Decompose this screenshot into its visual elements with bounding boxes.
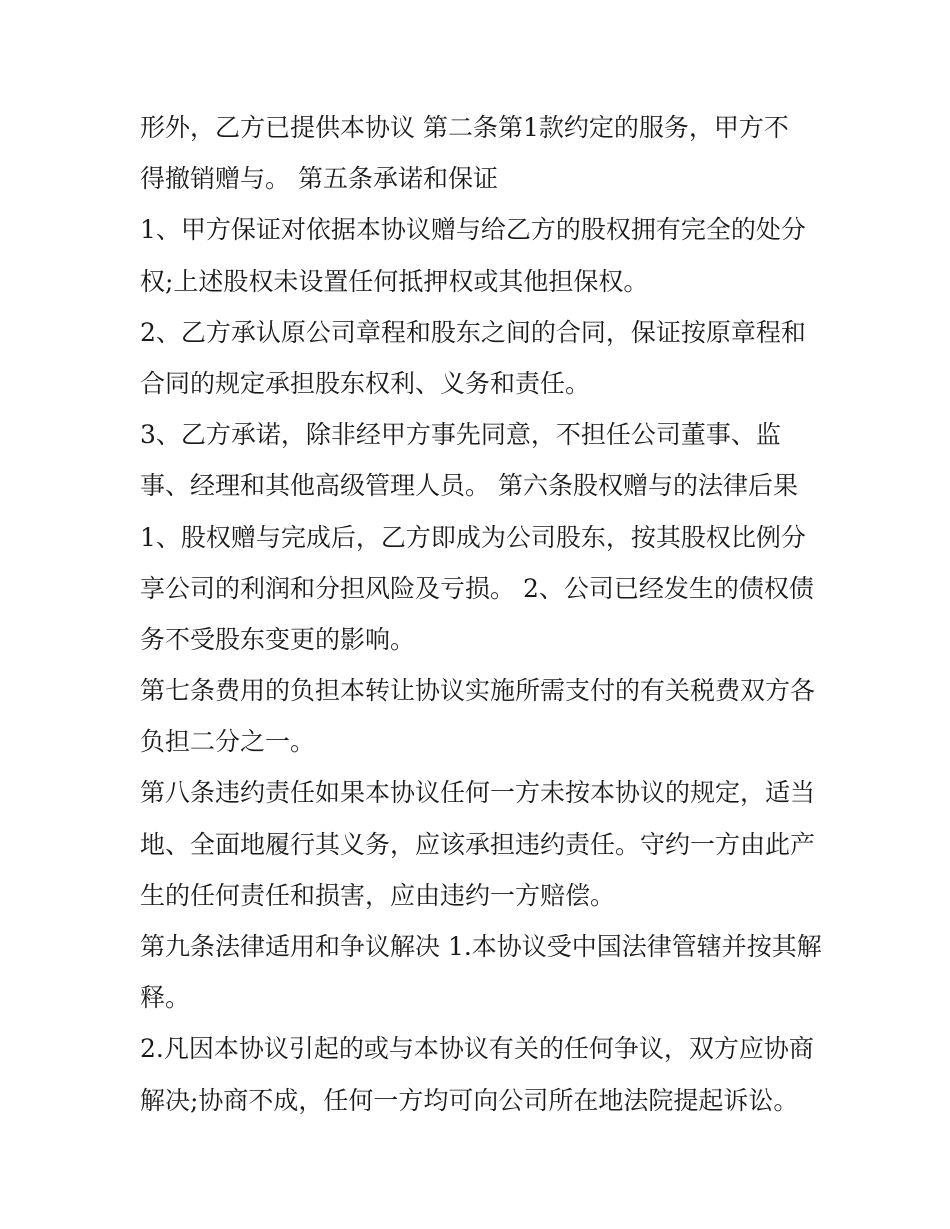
text-line: 形外，乙方已提供本协议 第二条第1款约定的服务，甲方不 xyxy=(140,113,789,142)
text-line: 地、全面地履行其义务，应该承担违约责任。守约一方由此产 xyxy=(140,829,816,859)
text-line: 权;上述股权未设置任何抵押权或其他担保权。 xyxy=(140,266,649,296)
text-line: 负担二分之一。 xyxy=(140,727,316,757)
text-line: 1、股权赠与完成后，乙方即成为公司股东，按其股权比例分 xyxy=(140,522,806,552)
text-line: 务不受股东变更的影响。 xyxy=(140,624,416,654)
text-line: 2.凡因本协议引起的或与本协议有关的任何争议，双方应协商 xyxy=(140,1034,814,1064)
document-body xyxy=(140,102,820,1126)
text-line: 第八条违约责任如果本协议任何一方未按本协议的规定，适当 xyxy=(140,778,816,808)
text-line: 3、乙方承诺，除非经甲方事先同意，不担任公司董事、监 xyxy=(140,420,781,450)
text-line: 合同的规定承担股东权利、义务和责任。 xyxy=(140,368,591,398)
text-line: 事、经理和其他高级管理人员。 第六条股权赠与的法律后果 xyxy=(140,471,798,501)
text-line: 生的任何责任和损害，应由违约一方赔偿。 xyxy=(140,880,616,910)
text-line: 得撤销赠与。 第五条承诺和保证 xyxy=(140,164,498,194)
text-line: 2、乙方承认原公司章程和股东之间的合同，保证按原章程和 xyxy=(140,317,806,347)
text-line: 第七条费用的负担本转让协议实施所需支付的有关税费双方各 xyxy=(140,676,816,706)
text-line: 享公司的利润和分担风险及亏损。 2、公司已经发生的债权债 xyxy=(140,573,814,603)
text-line: 解决;协商不成，任何一方均可向公司所在地法院提起诉讼。 xyxy=(140,1085,799,1115)
text-line: 第九条法律适用和争议解决 1.本协议受中国法律管辖并按其解 xyxy=(140,932,822,961)
text-line: 1、甲方保证对依据本协议赠与给乙方的股权拥有完全的处分 xyxy=(140,215,806,245)
text-line: 释。 xyxy=(140,983,191,1013)
